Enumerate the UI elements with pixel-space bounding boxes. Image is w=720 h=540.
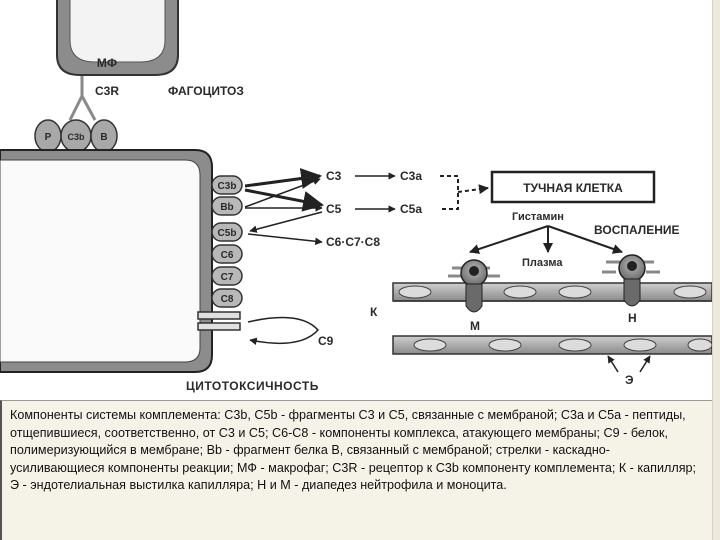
c5-label: C5 [326, 202, 342, 216]
inflammation-label: ВОСПАЛЕНИЕ [594, 223, 680, 237]
membrane-c3b: C3b [217, 181, 237, 192]
monocyte-label: М [470, 319, 480, 333]
c5a-label: C5a [400, 202, 423, 216]
c9-label: C9 [318, 334, 334, 348]
membrane-c8: C8 [220, 294, 234, 305]
membrane-c6: C6 [220, 250, 234, 261]
neutrophil-label: Н [628, 311, 637, 325]
endothelium-label: Э [625, 373, 634, 387]
capillary-label: К [370, 305, 378, 319]
phagocytosis-label: ФАГОЦИТОЗ [168, 84, 244, 98]
p-label: P [44, 132, 52, 143]
plasma-label: Плазма [522, 257, 563, 269]
histamine-label: Гистамин [512, 211, 564, 223]
membrane-c7: C7 [220, 272, 234, 283]
c3a-label: C3a [400, 169, 423, 183]
endothelium-pointer [608, 356, 650, 372]
caption-text: Компоненты системы комплемента: C3b, C5b - фрагменты C3 и C5, связанные с мембраной; C3a и C5a - пептиды, отщепившиеся, соответственно, от C3 и C5; C6-C8 - компоненты комплекса, атакующего мембраны; C9 - белок, полимеризующийся в мембране; Bb - фрагмент белка B, связанный с мембраной; стрелки - каскадно-усиливающиеся компоненты реакции; МФ - макрофаг; C3R - рецептор к C3b компоненту комплемента; К - капилляр; Э - эндотелиальная выстилка капилляра; Н и М - диапедез нейтрофила и моноцита. [10, 408, 697, 492]
page-edge [712, 0, 720, 540]
cytotoxicity-label: ЦИТОТОКСИЧНОСТЬ [186, 379, 319, 393]
macrophage-cell [57, 0, 178, 75]
c9-arrow [248, 318, 318, 344]
b-label: B [100, 132, 108, 143]
membrane-c5b: C5b [217, 228, 237, 239]
receptor-label: C3R [95, 84, 120, 98]
mac-complex-label: C6·C7·C8 [326, 235, 381, 249]
c3-label: C3 [326, 169, 342, 183]
cascade-arrows [245, 176, 395, 242]
macrophage-label: МФ [96, 56, 118, 70]
c3b-top-label: C3b [67, 132, 85, 142]
membrane-components [212, 176, 242, 307]
target-cell [0, 150, 212, 372]
membrane-bb: Bb [220, 202, 234, 213]
c3r-receptor-shape [70, 76, 95, 120]
mast-cell-label: ТУЧНАЯ КЛЕТКА [523, 181, 623, 195]
dashed-arrows [440, 176, 488, 209]
caption-box [0, 400, 712, 540]
